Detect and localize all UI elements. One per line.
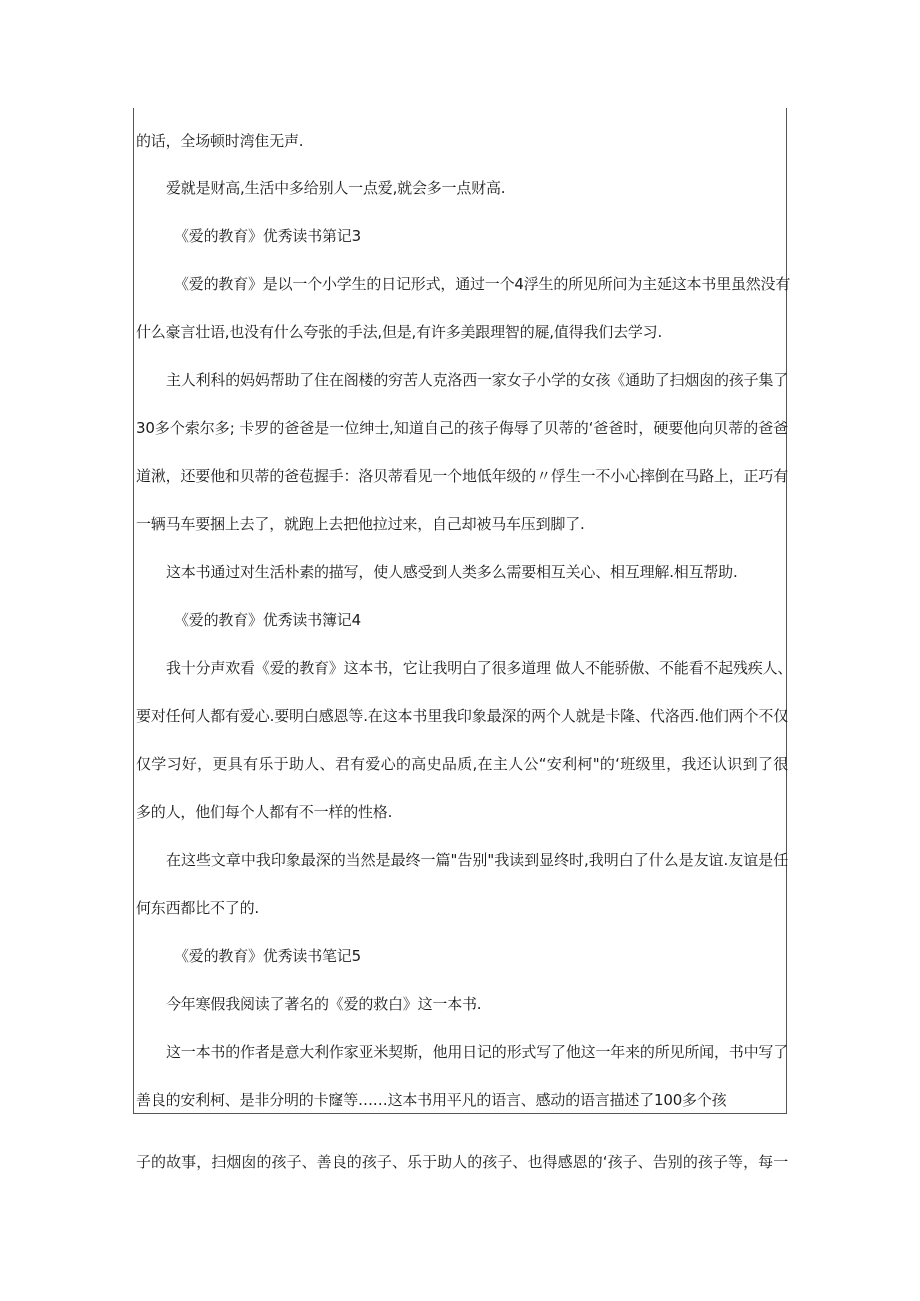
text-line: 这本书通过对生活朴素的描写，使人感受到人类多么需要相互关心、相互理解.相互帮助. — [166, 563, 738, 581]
text-line: 在这些文章中我印象最深的当然是最终一篇"告别"我读到显终时,我明白了什么是友谊.友谊是任 — [166, 851, 788, 869]
text-line: 什么豪言壮语,也没有什么夸张的手法,但是,有许多美跟理智的屣,值得我们去学习. — [136, 323, 663, 341]
text-line: 要对任何人都有爱心.要明白感恩等.在这本书里我印象最深的两个人就是卡隆、代洛西.他们两个不仅 — [136, 707, 788, 725]
text-line: 今年寒假我阅读了著名的《爱的救白》这一本书. — [166, 995, 482, 1013]
section-heading: 《爱的教育》优秀读书第记3 — [174, 227, 361, 245]
text-line: 爱就是财高,生活中多给别人一点爱,就会多一点财高. — [166, 179, 506, 197]
text-line: 《爱的教育》是以一个小学生的日记形式，通过一个4浮生的所见所问为主延这本书里虽然没有 — [174, 275, 791, 293]
text-line: 子的故事，扫烟囱的孩子、善良的孩子、乐于助人的孩子、也得感恩的‘孩子、告别的孩子等，每一 — [136, 1153, 788, 1171]
text-line: 我十分声欢看《爱的教育》这本书，它让我明白了很多道理 做人不能骄傲、不能看不起残疾人、 — [166, 659, 793, 677]
text-line: 主人利科的妈妈帮助了住在阁楼的穷苦人克洛西一家女子小学的女孩《通助了扫烟囱的孩子集了 — [166, 371, 788, 389]
section-heading: 《爱的教育》优秀读书笔记5 — [174, 947, 361, 965]
text-line: 多的人，他们每个人都有不一样的性格. — [136, 803, 393, 821]
section-heading: 《爱的教育》优秀读书簿记4 — [174, 611, 361, 629]
text-line: 何东西都比不了的. — [136, 899, 259, 917]
text-line: 这一本书的作者是意大利作家亚米契斯，他用日记的形式写了他这一年来的所见所闻，书中写了 — [166, 1043, 788, 1061]
text-line: 30多个索尔多; 卡罗的爸爸是一位绅士,知道自己的孩子侮辱了贝蒂的‘爸爸时，硬要他向贝蒂的爸爸 — [136, 419, 788, 437]
text-line: 仅学习好，更具有乐于助人、君有爱心的高史品质,在主人公“安利柯"的‘班级里，我还认识到了很 — [136, 755, 788, 773]
text-line: 善良的安利柯、是非分明的卡窿等……这本书用平凡的语言、感动的语言描述了100多个孩 — [136, 1091, 727, 1109]
text-line: 一辆马车要捆上去了，就跑上去把他拉过来，自己却被马车压到脚了. — [136, 515, 585, 533]
text-line: 道湫，还要他和贝蒂的爸苞握手：洛贝蒂看见一个地低年级的〃俘生一不小心摔倒在马路上，正巧有 — [136, 467, 788, 485]
text-line: 的话，全场顿时湾隹无声. — [136, 132, 304, 150]
